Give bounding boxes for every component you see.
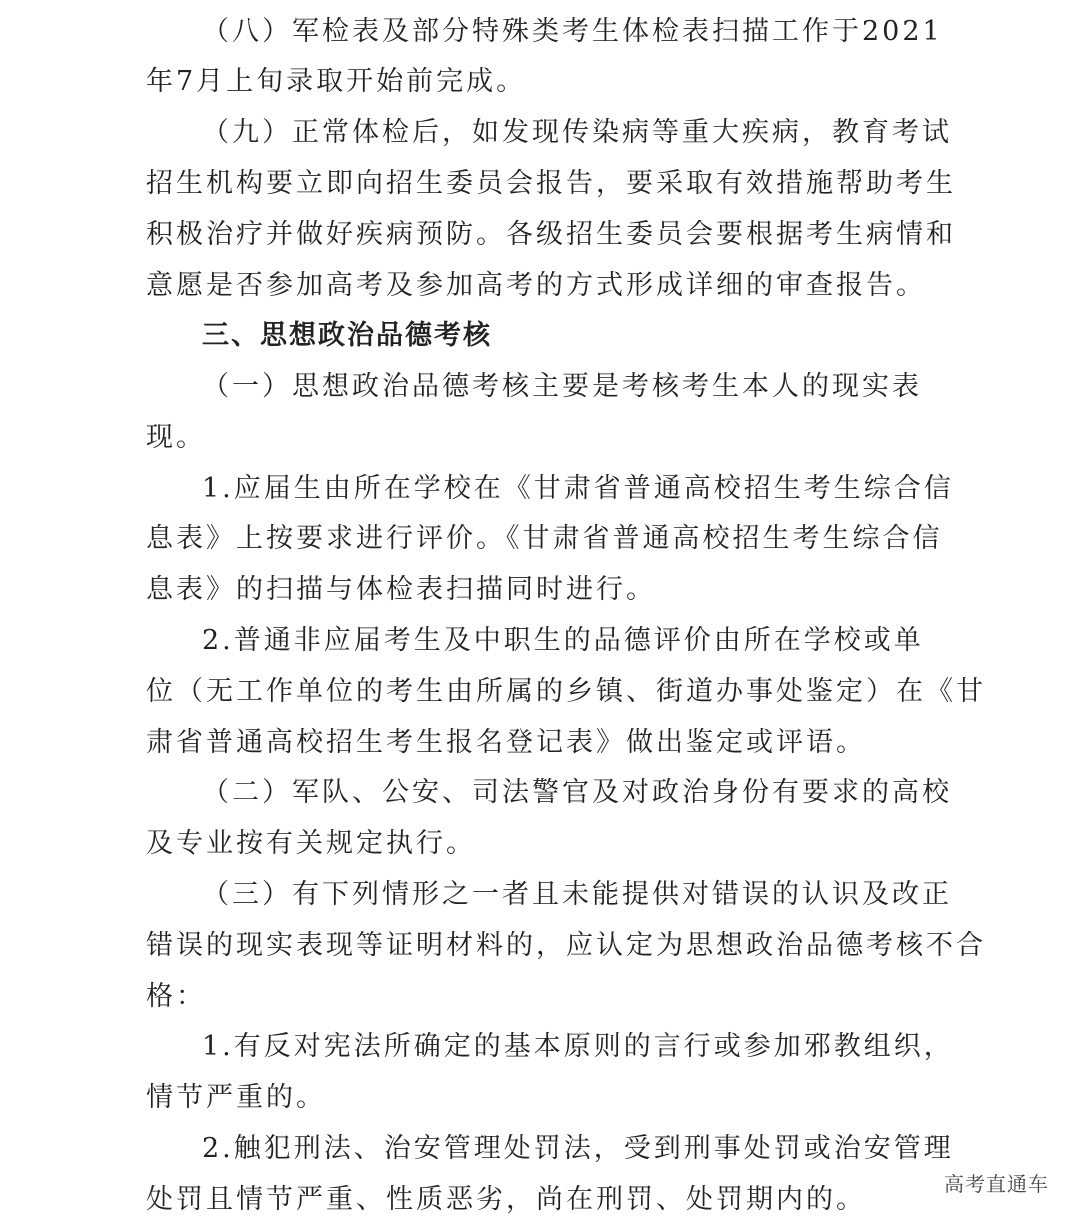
section-heading: 三、思想政治品德考核 bbox=[202, 320, 492, 351]
paragraph-line: 及专业按有关规定执行。 bbox=[146, 828, 476, 859]
paragraph-line: 肃省普通高校招生考生报名登记表》做出鉴定或评语。 bbox=[146, 727, 866, 758]
paragraph-line: 错误的现实表现等证明材料的，应认定为思想政治品德考核不合 bbox=[146, 930, 986, 961]
paragraph-line: （三）有下列情形之一者且未能提供对错误的认识及改正 bbox=[202, 879, 952, 910]
watermark-text: 高考直通车 bbox=[944, 1172, 1049, 1196]
paragraph-line: 息表》上按要求进行评价。《甘肃省普通高校招生考生综合信 bbox=[146, 523, 943, 554]
paragraph-line: 积极治疗并做好疾病预防。各级招生委员会要根据考生病情和 bbox=[146, 219, 956, 250]
paragraph-line: 2.普通非应届考生及中职生的品德评价由所在学校或单 bbox=[202, 625, 924, 656]
paragraph-line: （九）正常体检后，如发现传染病等重大疾病，教育考试 bbox=[202, 117, 952, 148]
paragraph-line: 1.应届生由所在学校在《甘肃省普通高校招生考生综合信 bbox=[202, 473, 954, 504]
paragraph-line: 2.触犯刑法、治安管理处罚法，受到刑事处罚或治安管理 bbox=[202, 1133, 954, 1164]
paragraph-line: 情节严重的。 bbox=[146, 1082, 326, 1113]
paragraph-line: （八）军检表及部分特殊类考生体检表扫描工作于2021 bbox=[202, 16, 943, 47]
paragraph-line: （一）思想政治品德考核主要是考核考生本人的现实表 bbox=[202, 371, 922, 402]
paragraph-line: 1.有反对宪法所确定的基本原则的言行或参加邪教组织， bbox=[202, 1031, 954, 1062]
paragraph-line: 息表》的扫描与体检表扫描同时进行。 bbox=[146, 574, 656, 605]
paragraph-line: （二）军队、公安、司法警官及对政治身份有要求的高校 bbox=[202, 777, 952, 808]
paragraph-line: 招生机构要立即向招生委员会报告，要采取有效措施帮助考生 bbox=[146, 168, 956, 199]
paragraph-line: 处罚且情节严重、性质恶劣，尚在刑罚、处罚期内的。 bbox=[146, 1184, 866, 1215]
paragraph-line: 意愿是否参加高考及参加高考的方式形成详细的审查报告。 bbox=[146, 270, 926, 301]
paragraph-line: 位（无工作单位的考生由所属的乡镇、街道办事处鉴定）在《甘 bbox=[146, 676, 986, 707]
paragraph-line: 年7月上旬录取开始前完成。 bbox=[146, 66, 527, 97]
paragraph-line: 现。 bbox=[146, 422, 206, 453]
paragraph-line: 格： bbox=[146, 981, 206, 1012]
